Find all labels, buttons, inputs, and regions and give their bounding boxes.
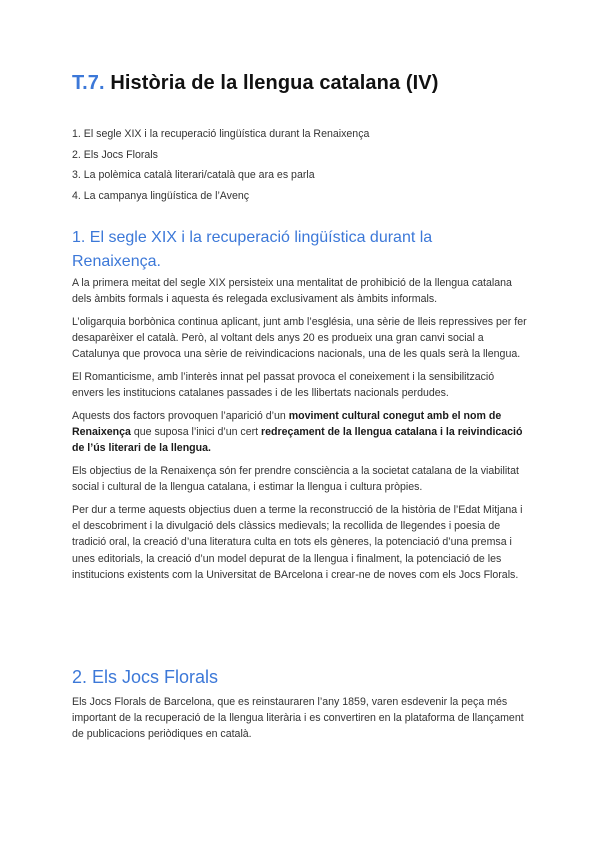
section-2-body (72, 694, 528, 749)
paragraph: L’oligarquia borbònica continua aplicant, junt amb l’església, una sèrie de lleis repressives per fer desaparèixer el català. Però, al voltant dels anys 20 es produeix una gran canvi social a Catalunya que provoca una sèrie de reivindicacions nacionals, una de les quals serà la llengua. (72, 315, 527, 361)
title-number: T.7. (72, 72, 105, 94)
toc-item: 2. Els Jocs Florals (72, 148, 158, 161)
section-1-body (72, 275, 528, 589)
paragraph (72, 408, 528, 457)
paragraph: Els objectius de la Renaixença són fer prendre consciència a la societat catalana de la viabilitat social i cultural de la llengua catalana, i estimar la llengua i cultura pròpies. (72, 465, 519, 494)
table-of-contents (72, 124, 369, 206)
bold-text: redreçament de la llengua catalana i la reivindicació de l’ús literari de la llengua. (72, 426, 523, 455)
bold-text: moviment cultural conegut amb el nom de Renaixença (72, 409, 502, 439)
paragraph-text: que suposa l’inici d’un cert (130, 426, 262, 439)
paragraph: El Romanticisme, amb l’interès innat pel passat provoca el coneixement i la sensibilització envers les institucions catalanes passades i de les llibertats nacionals perdudes. (72, 371, 495, 400)
paragraph: A la primera meitat del segle XIX persisteix una mentalitat de prohibició de la llengua catalana dels àmbits formals i aquesta és relegada exclusivament als àmbits informals. (72, 277, 512, 306)
paragraph: Per dur a terme aquests objectius duen a terme la reconstrucció de la història de l’Edat Mitjana i el descobriment i la divulgació dels clàssics medievals; la recollida de llegendes i poesia de tradició oral, la creació d’una literatura culta en tots els gèneres, la potenciació d’una premsa i unes editorials, la creació d’un model depurat de la llengua i finalment, la potenciació de les institucions existents com la Universitat de BArcelona i crear-ne de noves com els Jocs Florals. (72, 503, 523, 581)
toc-item: 4. La campanya lingüística de l’Avenç (72, 189, 250, 202)
page-title (72, 72, 438, 95)
section-1-heading: 1. El segle XIX i la recuperació lingüística durant la Renaixença. (72, 229, 433, 270)
paragraph: Els Jocs Florals de Barcelona, que es reinstauraren l’any 1859, varen esdevenir la peça més important de la recuperació de la llengua literària i es convertiren en la plataforma de llançament de publicacions periòdiques en català. (72, 696, 524, 741)
paragraph-text: Aquests dos factors provoquen l’aparició d’un (72, 409, 289, 422)
title-text: Història de la llengua catalana (IV) (110, 72, 439, 94)
section-2-heading: 2. Els Jocs Florals (72, 667, 219, 687)
toc-item: 3. La polèmica català literari/català que ara es parla (72, 169, 315, 181)
toc-item: 1. El segle XIX i la recuperació lingüística durant la Renaixença (72, 128, 370, 140)
